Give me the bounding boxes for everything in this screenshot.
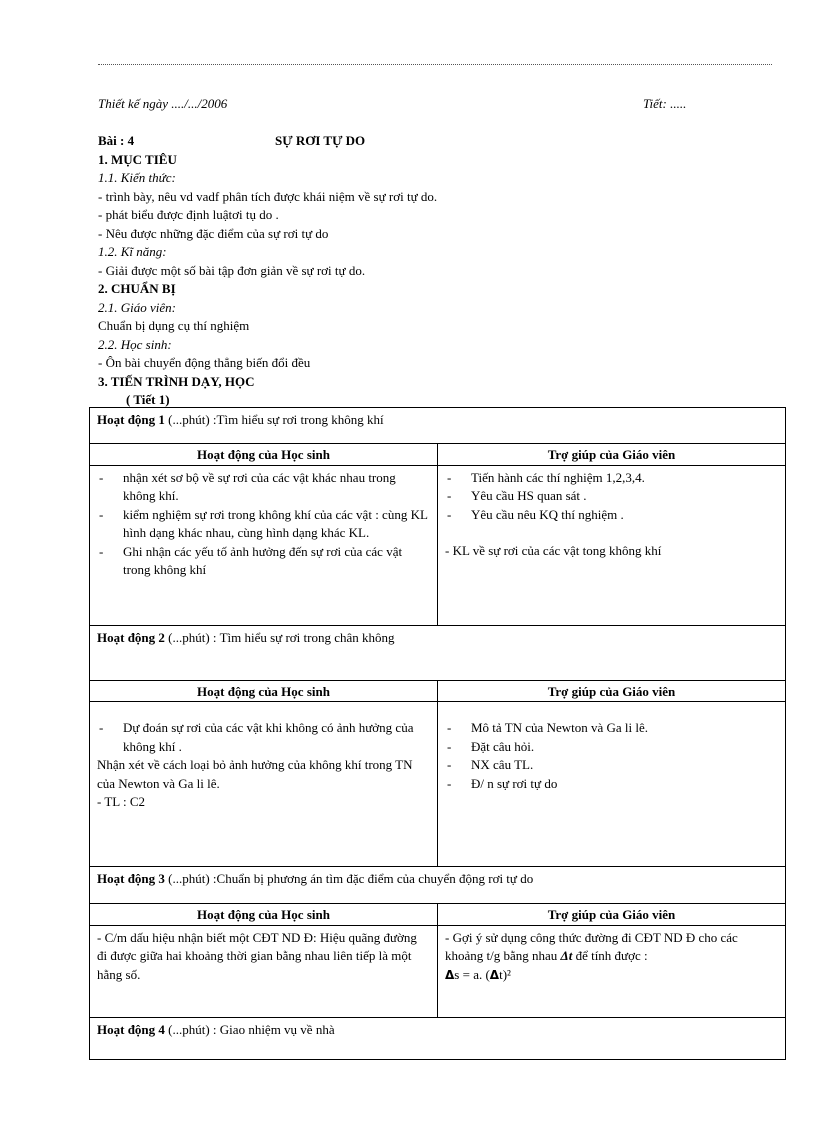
activity-3-body-row	[90, 925, 786, 1017]
student-text: Nhận xét về cách loại bỏ ảnh hưởng của không khí trong TN của Newton và Ga li lê.	[97, 757, 413, 791]
knowledge-item: - phát biểu được định luậtơi tụ do .	[98, 206, 778, 225]
activity-3-header-row	[90, 904, 786, 926]
section-1-1-title: 1.1. Kiến thức:	[98, 170, 176, 185]
design-date: Thiết kế ngày ..../.../2006	[98, 96, 228, 111]
list-item: - Đ/ n sự rơi tự do	[445, 775, 778, 794]
activity-3-title-row	[90, 867, 786, 904]
activity-label: Hoạt động 2	[97, 629, 165, 645]
activity-2-body-row	[90, 702, 786, 867]
activity-1-header-row	[90, 444, 786, 466]
activity-4-title	[90, 1017, 786, 1059]
student-col-header: Hoạt động của Học sinh	[90, 444, 438, 466]
list-item: - Đặt câu hỏi.	[445, 738, 778, 757]
formula-part: t)²	[499, 966, 511, 982]
list-item: - Yêu cầu nêu KQ thí nghiệm .	[445, 506, 778, 525]
section-1-title: 1. MỤC TIÊU	[98, 151, 177, 167]
delta-symbol: Δ	[445, 967, 455, 982]
lesson-title: SỰ RƠI TỰ DO	[275, 133, 366, 148]
activity-desc: Chuẩn bị phương án tìm đặc điểm của chuyển động rơi tự do	[216, 871, 534, 886]
activity-1-student-cell	[90, 465, 438, 625]
teacher-note: - KL về sự rơi của các vật tong không khí	[445, 542, 778, 561]
student-prep-text: - Ôn bài chuyển động thẳng biến đổi đều	[98, 354, 778, 373]
student-text: - C/m dấu hiệu nhận biết một CĐT ND Đ: Hiệu quãng đường đi được giữa hai khoảng thời gian bằng nhau liên tiếp là một hằng số.	[97, 929, 430, 985]
student-answer: - TL : C2	[97, 793, 430, 812]
knowledge-item: - trình bày, nêu vd vadf phân tích được khái niệm về sự rơi tự do.	[98, 188, 778, 207]
activity-1-title	[90, 408, 786, 444]
lesson-number: Bài : 4	[98, 133, 135, 148]
delta-symbol: Δ	[489, 967, 500, 982]
lesson-content	[98, 132, 778, 410]
activity-time: (...phút) :	[164, 871, 217, 886]
activity-1-body-row	[90, 465, 786, 625]
list-item: - Mô tả TN của Newton và Ga li lê.	[445, 719, 778, 738]
top-dotted-line	[98, 64, 772, 65]
teacher-text-tail: để tính được :	[572, 948, 648, 963]
teacher-col-header: Trợ giúp của Giáo viên	[438, 904, 786, 926]
teacher-prep-text: Chuẩn bị dụng cụ thí nghiệm	[98, 318, 250, 333]
list-item: - kiểm nghiệm sự rơi trong không khí của các vật : cùng KL hình dạng khác nhau, cùng hình dạng khác KL.	[97, 506, 430, 543]
activity-3-teacher-cell	[438, 925, 786, 1017]
activity-label: Hoạt động 1	[97, 412, 165, 427]
activity-3-title	[90, 867, 786, 904]
activity-label: Hoạt động 3	[97, 871, 165, 886]
activity-2-header-row	[90, 680, 786, 702]
delta-t-symbol: Δt	[560, 948, 573, 963]
activity-time: (...phút) :	[164, 1021, 220, 1037]
formula	[445, 966, 778, 985]
list-item: - NX câu TL.	[445, 756, 778, 775]
list-item: - Tiến hành các thí nghiệm 1,2,3,4.	[445, 469, 778, 488]
activities-table	[89, 407, 786, 1060]
list-item: - nhận xét sơ bộ về sự rơi của các vật khác nhau trong không khí.	[97, 469, 430, 506]
skill-item: - Giải được một số bài tập đơn giản về sự rơi tự do.	[98, 262, 778, 281]
activity-time: (...phút) :	[164, 629, 220, 645]
knowledge-item: - Nêu được những đặc điểm của sự rơi tự do	[98, 225, 778, 244]
activity-3-student-cell	[90, 925, 438, 1017]
activity-4-title-row	[90, 1017, 786, 1059]
student-col-header: Hoạt động của Học sinh	[90, 904, 438, 926]
teacher-col-header: Trợ giúp của Giáo viên	[438, 680, 786, 702]
section-2-2-title: 2.2. Học sinh:	[98, 336, 172, 352]
teacher-text: - Gợi ý sử dụng công thức đường đi CĐT ND Đ cho các khoảng t/g bằng nhau	[445, 930, 738, 964]
lesson-title-row	[98, 132, 778, 151]
list-item: - Ghi nhận các yếu tố ảnh hưởng đến sự rơi của các vật trong không khí	[97, 543, 430, 580]
section-3-title: 3. TIẾN TRÌNH DẠY, HỌC	[98, 373, 255, 389]
list-item: - Dự đoán sự rơi của các vật khi không có ảnh hưởng của không khí .	[97, 719, 430, 756]
list-item: - Yêu cầu HS quan sát .	[445, 487, 778, 506]
activity-1-title-row	[90, 408, 786, 444]
teacher-col-header: Trợ giúp của Giáo viên	[438, 444, 786, 466]
activity-1-teacher-cell	[438, 465, 786, 625]
activity-2-student-cell	[90, 702, 438, 867]
section-3-subtitle: ( Tiết 1)	[126, 392, 170, 407]
period-label: Tiết: .....	[643, 96, 687, 111]
activity-label: Hoạt động 4	[97, 1021, 165, 1037]
activity-2-title-row	[90, 625, 786, 680]
activity-desc: Tìm hiểu sự rơi trong chân không	[219, 629, 395, 645]
section-2-title: 2. CHUẨN BỊ	[98, 281, 176, 296]
section-2-1-title: 2.1. Giáo viên:	[98, 299, 176, 315]
activity-2-teacher-cell	[438, 702, 786, 867]
activity-desc: Giao nhiệm vụ về nhà	[219, 1021, 335, 1037]
activity-time: (...phút) :	[164, 412, 217, 427]
section-1-2-title: 1.2. Kĩ năng:	[98, 244, 167, 259]
student-col-header: Hoạt động của Học sinh	[90, 680, 438, 702]
activity-2-title	[90, 625, 786, 680]
formula-part: s = a. (	[454, 966, 490, 982]
activity-desc: Tìm hiểu sự rơi trong không khí	[216, 412, 384, 427]
